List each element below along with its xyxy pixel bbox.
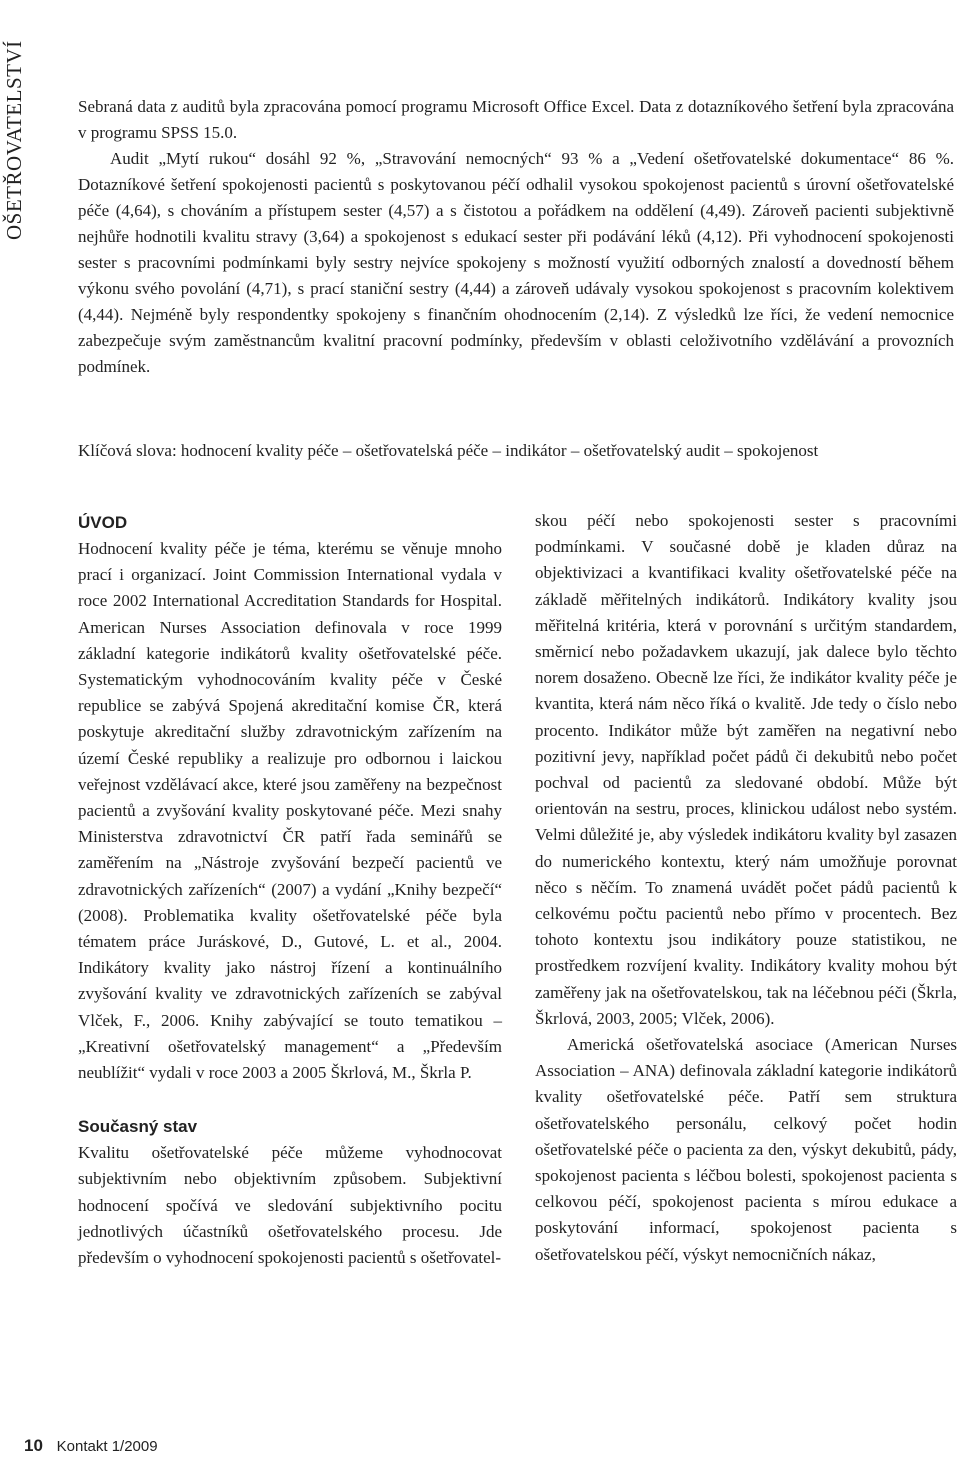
section-side-tab-label: OŠETŘOVATELSTVÍ [2,40,26,240]
current-state-paragraph: Kvalitu ošetřovatelské péče můžeme vyhodnocovat subjektivním nebo objektivním způsobem. Subjektivní hodnocení spočívá ve sledování subjektivního pocitu jednotlivých účastníků ošetřovatelského procesu. Jde především o vyhodnocení spokojenosti pacientů s ošetřovatel- [78,1143,502,1268]
page-number: 10 [24,1436,43,1455]
abstract-paragraph-results: Audit „Mytí rukou“ dosáhl 92 %, „Stravování nemocných“ 93 % a „Vedení ošetřovatelské dokumentace“ 86 %. Dotazníkové šetření spokojenosti pacientů s poskytovanou péčí odhalil vysokou spokojenost pacientů s úrovní ošetřovatelské péče (4,64), s chováním a přístupem sester (4,57) a s čistotou a pořádkem na oddělení (4,49). Zároveň pacienti subjektivně nejhůře hodnotili kvalitu stravy (3,64) a spokojenost s edukací sester při podávání léků (4,12). Při vyhodnocení spokojenosti sester s pracovními podmínkami byly sestry nejvíce spokojeny s možností využití odborných znalostí a dovedností během výkonu svého povolání (4,71), s prací staniční sestry (4,44) a zároveň udávaly vysokou spokojenost s pracovním kolektivem (4,44). Nejméně byly respondentky spokojeny s finančním ohodnocením (2,14). Z výsledků lze říci, že vedení nemocnice zabezpečuje svým zaměstnancům kvalitní pracovní podmínky, především v oblasti celoživotního vzdělávání a provozních podmínek. [78,149,954,376]
keywords: Klíčová slova: hodnocení kvality péče – ošetřovatelská péče – indikátor – ošetřovatelský audit – spokojenost [78,441,819,460]
right-column [535,508,957,1268]
right-column-paragraph-2: Americká ošetřovatelská asociace (American Nurses Association – ANA) definovala základní kategorie indikátorů kvality ošetřovatelské péče. Patří sem struktura ošetřovatelského personálu, celkový počet hodin ošetřovatelské péče o pacienta za den, výskyt dekubitů, pády, spokojenost pacienta s léčbou bolesti, spokojenost pacienta s celkovou péčí, spokojenost pacienta s mírou edukace a poskytování informací, spokojenost pacienta s ošetřovatelskou péčí, výskyt nemocničních nákaz, [535,1035,957,1264]
left-column [78,508,502,1271]
intro-paragraph: Hodnocení kvality péče je téma, kterému se věnuje mnoho prací i organizací. Joint Commission International vydala v roce 2002 International Accreditation Standards for Hospital. American Nurses Association definovala v roce 1999 základní kategorie indikátorů kvality ošetřovatelské péče. Systematickým vyhodnocováním kvality péče v České republice se zabývá Spojená akreditační komise ČR, která poskytuje akreditační služby zdravotnickým zařízením na území České republiky a realizuje pro odbornou i laickou veřejnost vzdělávací akce, které jsou zaměřeny na bezpečnost pacientů a zvyšování kvality poskytované péče. Mezi snahy Ministerstva zdravotnictví ČR patří řada seminářů se zaměřením na „Nástroje zvyšování bezpečí pacientů ve zdravotnických zařízeních“ (2007) a vydání „Knihy bezpečí“ (2008). Problematika kvality ošetřovatelské péče byla tématem práce Juráskové, D., Gutové, L. et al., 2004. Indikátory kvality jako nástroj řízení a kontinuálního zvyšování kvality ve zdravotnických zařízeních se zabýval Vlček, F., 2006. Knihy zabývající se touto tematikou – „Kreativní ošetřovatelský management“ a „Především neublížit“ vydali v roce 2003 a 2005 Škrlová, M., Škrla P. [78,539,502,1083]
intro-heading: ÚVOD [78,513,128,532]
section-side-tab [0,0,26,250]
current-state-heading: Současný stav [78,1117,198,1137]
right-column-paragraph-1: skou péčí nebo spokojenosti sester s pracovními podmínkami. V současné době je kladen důraz na objektivizaci a kvantifikaci kvality ošetřovatelské péče na základě měřitelných indikátorů. Indikátory kvality jsou měřitelná kritéria, která v porovnání s určitým standardem, směrnicí nebo požadavkem ukazují, jak dalece bylo těchto norem dosaženo. Obecně lze říci, že indikátor kvality péče je kvantita, která nám něco říká o kvalitě. Jde tedy o číslo nebo procento. Indikátor může být zaměřen na negativní nebo pozitivní jevy, například počet pádů či dekubitů nebo počet pochval od pacientů za sledované období. Může být orientován na sestru, proces, klinickou událost nebo systém. Velmi důležité je, aby výsledek indikátoru kvality byl zasazen do numerického kontextu, který nám umožňuje porovnat něco s něčím. To znamená uvádět počet pádů pacientů k celkovému počtu pacientů nebo přímo v procentech. Bez tohoto kontextu jsou indikátory pouze statistikou, ne prostředkem rozvíjení kvality. Indikátory kvality mohou být zaměřeny jak na ošetřovatelskou, tak na léčebnou péči (Škrla, Škrlová, 2003, 2005; Vlček, 2006). [535,511,957,1028]
page-footer [24,1436,158,1456]
abstract [78,94,954,380]
journal-name: Kontakt 1/2009 [56,1438,158,1455]
abstract-paragraph-methods: Sebraná data z auditů byla zpracována pomocí programu Microsoft Office Excel. Data z dotazníkového šetření byla zpracována v programu SPSS 15.0. [78,97,954,142]
